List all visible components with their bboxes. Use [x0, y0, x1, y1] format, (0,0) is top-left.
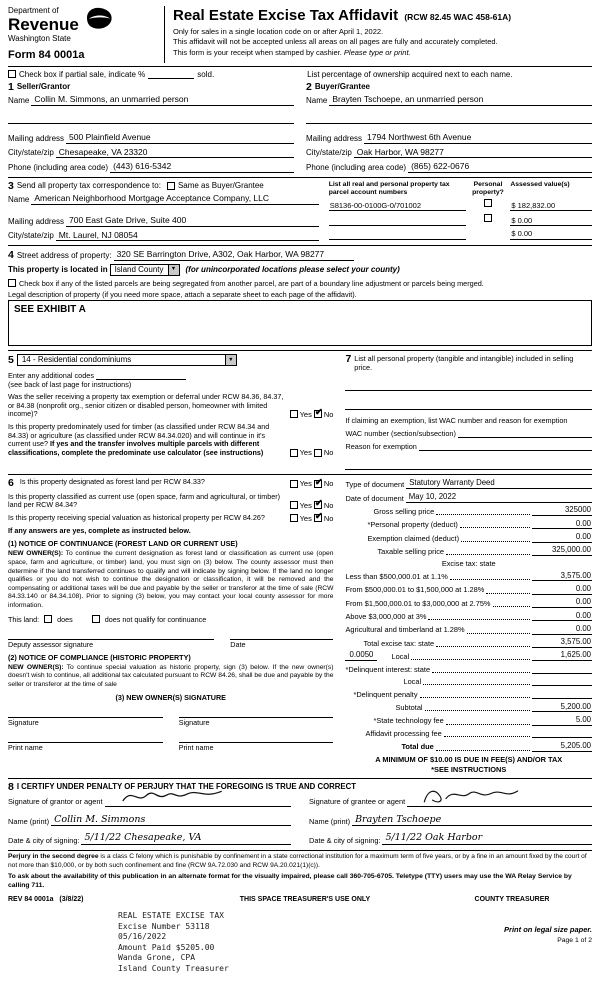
- excise-state-header: Excise tax: state: [441, 558, 496, 568]
- rcw-code-label: (RCW 82.45 WAC 458-61A): [404, 12, 512, 22]
- exemption-deduct-value[interactable]: 0.00: [532, 532, 592, 543]
- section8-number: 8: [8, 781, 14, 794]
- agricultural-row: Agricultural and timberland at 1.28% 0.00: [345, 623, 591, 635]
- send-correspondence-label: Send all property tax correspondence to:: [16, 181, 161, 190]
- segregated-checkbox[interactable]: [8, 279, 16, 287]
- buyer-name-label: Name: [306, 95, 328, 105]
- header-note-3: This form is your receipt when stamped by cashier. Please type or print.: [173, 47, 411, 57]
- deputy-date-line[interactable]: [230, 630, 333, 640]
- notice-compliance-title: (2) NOTICE OF COMPLIANCE (HISTORIC PROPERTY): [8, 652, 191, 662]
- land-does-not-checkbox[interactable]: [92, 615, 100, 623]
- personal-property-line-2[interactable]: [345, 400, 592, 410]
- deputy-assessor-label: Deputy assessor signature: [8, 639, 94, 649]
- tier1-value[interactable]: 3,575.00: [532, 571, 592, 582]
- header-divider: [164, 6, 165, 63]
- footer-row: [8, 896, 592, 905]
- section5-number: 5: [8, 353, 14, 366]
- new-owner-print-line-2[interactable]: [179, 733, 334, 743]
- section-buyer: [306, 82, 592, 173]
- section4-number: 4: [8, 249, 14, 262]
- additional-codes-label: Enter any additional codes: [8, 370, 94, 380]
- section6-number: 6: [8, 477, 14, 490]
- delinquent-local-value[interactable]: [532, 676, 592, 686]
- doc-type-label: Type of document: [345, 479, 405, 489]
- page-title: Real Estate Excise Tax Affidavit: [173, 7, 399, 24]
- total-due-value[interactable]: 5,205.00: [532, 741, 592, 752]
- parcel-header: List all real and personal property tax parcel account numbers: [328, 180, 450, 196]
- s5q2-no-checkbox[interactable]: [314, 449, 322, 457]
- section-personal-property: [345, 354, 592, 470]
- located-in-label: This property is located in: [8, 264, 108, 274]
- new-owner-signature-line-1[interactable]: [8, 708, 163, 718]
- grantor-date-field[interactable]: 5/11/22 Chesapeake, VA: [81, 832, 291, 845]
- new-owner-signature-line-2[interactable]: [179, 708, 334, 718]
- question-forest-land: 6 Is this property designated as forest land per RCW 84.33? Yes ✔ No: [8, 478, 333, 489]
- street-address-field[interactable]: 320 SE Barrington Drive, A302, Oak Harbor, WA 98277: [114, 249, 355, 261]
- buyer-phone-field[interactable]: (865) 622-0676: [408, 161, 592, 173]
- personal-property-list-label: List all personal property (tangible and intangible) included in selling price.: [354, 353, 574, 373]
- header-note-1: Only for sales in a single location code on or after April 1, 2022.: [173, 26, 384, 36]
- assessed-value-header: Assessed value(s): [510, 180, 570, 188]
- assessed-value-3[interactable]: $ 0.00: [510, 229, 592, 239]
- section2-number: 2: [306, 80, 312, 93]
- additional-codes-note: (see back of last page for instructions): [8, 379, 132, 389]
- tech-fee-row: *State technology fee 5.00: [373, 714, 591, 726]
- doc-type-field[interactable]: Statutory Warranty Deed: [406, 478, 592, 489]
- section-correspondence: [8, 177, 592, 241]
- ownership-percent-label: List percentage of ownership acquired next to each name.: [307, 69, 513, 79]
- s6q2-yes-checkbox[interactable]: [290, 501, 298, 509]
- seller-mail-field[interactable]: 500 Plainfield Avenue: [66, 132, 294, 144]
- county-value: Island County: [114, 264, 164, 274]
- header-note-2: This affidavit will not be accepted unless all areas on all pages are fully and accurately completed.: [173, 37, 498, 47]
- buyer-phone-label: Phone (including area code): [306, 162, 407, 172]
- partial-sold-label: sold.: [197, 69, 215, 79]
- doc-date-label: Date of document: [345, 493, 404, 503]
- seller-csz-label: City/state/zip: [8, 148, 54, 158]
- grantee-print-field[interactable]: Brayten Tschoepe: [352, 814, 592, 827]
- complete-below-note: If any answers are yes, complete as instructed below.: [8, 526, 191, 536]
- question-timber-agriculture: Is this property predominately used for timber (as classified under RCW 84.34 and 84.33) or agriculture (as classified under RCW 84.34.020) and will continue in it's current use? If yes and the transfer involves multiple parcels with different classifications, complete the predominate use calculator (see instructions) Yes No: [8, 422, 334, 458]
- corr-mail-label: Mailing address: [8, 216, 65, 226]
- parcel-number-1[interactable]: S8136-00-0100G-0/701002: [329, 201, 466, 211]
- parcel-row-3: [329, 229, 592, 239]
- grantee-signature-icon: [421, 786, 521, 806]
- gross-price-row: Gross selling price 325000: [373, 505, 591, 516]
- personal-property-header: Personal property?: [472, 180, 504, 196]
- tier1-row: Less than $500,000.01 at 1.1% 3,575.00: [345, 570, 591, 581]
- s5q1-no-checkbox[interactable]: [314, 410, 322, 418]
- same-as-buyer-label: Same as Buyer/Grantee: [177, 181, 264, 190]
- personal-property-line-1[interactable]: [345, 381, 592, 391]
- revenue-label: Revenue: [8, 15, 79, 34]
- tier2-row: From $500,000.01 to $1,500,000 at 1.28% 0.00: [345, 583, 591, 595]
- taxable-price-value[interactable]: 325,000.00: [532, 545, 592, 556]
- treasurer-space-label: THIS SPACE TREASURER'S USE ONLY: [239, 896, 371, 904]
- notice-continuance-title: (1) NOTICE OF CONTINUANCE (FOREST LAND OR CURRENT USE): [8, 539, 238, 549]
- section-property: [8, 245, 592, 346]
- grantor-signature-label: Signature of grantor or agent: [8, 797, 103, 807]
- grantee-print-label: Name (print): [309, 817, 351, 827]
- see-instructions-note: *SEE INSTRUCTIONS: [431, 764, 507, 774]
- notice-compliance-body: NEW OWNER(S): To continue special valuation as historic property, sign (3) below. If the new owner(s) doesn't wish to continue, all additional tax calculated pursuant to RCW 84.26, shall be due and payable by the seller or transferor at the time of sale: [8, 663, 334, 688]
- seller-name-extra-line[interactable]: [8, 114, 294, 124]
- total-due-row: Total due 5,205.00: [401, 740, 591, 752]
- buyer-mail-label: Mailing address: [306, 133, 363, 143]
- sections-5-7: [8, 350, 592, 470]
- section7-number: 7: [345, 352, 352, 365]
- parcel-number-3[interactable]: [329, 230, 466, 240]
- print-name-label-2: Print name: [178, 743, 214, 753]
- delinquent-interest-row: *Delinquent interest: state: [345, 664, 592, 674]
- seller-name-field[interactable]: Collin M. Simmons, an unmarried person: [31, 94, 294, 106]
- corr-csz-field[interactable]: Mt. Laurel, NJ 08054: [56, 230, 319, 242]
- section-certification: [8, 778, 592, 845]
- grantor-print-label: Name (print): [8, 817, 50, 827]
- buyer-csz-label: City/state/zip: [306, 148, 352, 158]
- reason-exemption-line-2[interactable]: [345, 460, 592, 470]
- delinquent-local-row: Local: [345, 676, 592, 686]
- grantor-date-label: Date & city of signing:: [8, 836, 80, 846]
- personal-property-deduct-row: *Personal property (deduct) 0.00: [367, 518, 591, 530]
- agency-block: [8, 6, 156, 63]
- buyer-name-field[interactable]: Brayten Tschoepe, an unmarried person: [329, 94, 592, 106]
- washington-state-label: Washington State: [8, 34, 71, 43]
- buyer-name-extra-line[interactable]: [306, 114, 592, 124]
- minimum-due-note: A MINIMUM OF $10.00 IS DUE IN FEE(S) AND/OR TAX: [375, 754, 563, 764]
- corr-name-field[interactable]: American Neighborhood Mortgage Acceptance Company, LLC: [31, 193, 318, 205]
- grantee-date-label: Date & city of signing:: [309, 836, 381, 846]
- subtotal-value[interactable]: 5,200.00: [532, 702, 592, 713]
- section-property-class: [8, 354, 333, 470]
- county-dropdown[interactable]: [110, 264, 180, 276]
- wac-number-field[interactable]: [458, 428, 592, 438]
- tax-computation: [345, 478, 592, 774]
- seller-csz-field[interactable]: Chesapeake, VA 23320: [56, 147, 294, 159]
- partial-sale-label: Check box if partial sale, indicate %: [19, 69, 146, 79]
- tier3-value[interactable]: 0.00: [532, 597, 592, 608]
- perjury-statement: Perjury in the second degree is a class C felony which is punishable by confinement in a state correctional institution for a maximum term of five years, or by a fine in an amount fixed by the court of not more than $10,000, or by both such confinement and fine (RCW 9A.72.030 and RCW 9A.20.021(1)(c)).: [8, 850, 592, 870]
- assessed-value-2[interactable]: $ 0.00: [510, 216, 592, 226]
- assessed-value-1[interactable]: $ 182,832.00: [510, 201, 592, 211]
- buyer-mail-field[interactable]: 1794 Northwest 6th Avenue: [364, 132, 592, 144]
- tier4-value[interactable]: 0.00: [532, 611, 592, 622]
- street-address-label: Street address of property:: [16, 250, 112, 260]
- question-exemption-deferral: Was the seller receiving a property tax exemption or deferral under RCW 84.36, 84.37, or 84.38 (nonprofit org., senior citizen or disabled person, homeowner with limited income)? Yes ✔ No: [8, 393, 333, 419]
- reason-exemption-label: Reason for exemption: [345, 442, 417, 452]
- parties-section: [8, 82, 592, 173]
- corr-mail-field[interactable]: 700 East Gate Drive, Suite 400: [66, 215, 319, 227]
- local-rate-value[interactable]: 0.0050: [345, 650, 377, 661]
- sections-6-tax: [8, 474, 592, 774]
- delinquent-penalty-value[interactable]: [532, 689, 592, 699]
- seller-phone-field[interactable]: (443) 616-5342: [110, 161, 294, 173]
- additional-codes-field[interactable]: [96, 370, 186, 380]
- seller-name-label: Name: [8, 95, 30, 105]
- revenue-logo-icon: [84, 6, 114, 30]
- property-class-dropdown[interactable]: [17, 354, 237, 366]
- partial-percent-input[interactable]: [148, 70, 194, 79]
- signature-label-1: Signature: [8, 718, 39, 728]
- section-land-designation: [8, 478, 333, 774]
- legal-description-label: Legal description of property (if you need more space, attach a separate sheet to each page of the affidavit).: [8, 289, 357, 299]
- certify-statement: I CERTIFY UNDER PENALTY OF PERJURY THAT THE FOREGOING IS TRUE AND CORRECT: [16, 782, 357, 792]
- parcel-table: [329, 181, 592, 241]
- subtotal-row: Subtotal 5,200.00: [395, 701, 591, 713]
- legal-size-note: Print on legal size paper.: [504, 925, 592, 935]
- parcel-row-2: [329, 214, 592, 226]
- wac-number-label: WAC number (section/subsection): [345, 429, 456, 439]
- tech-fee-value[interactable]: 5.00: [532, 715, 592, 726]
- gross-price-value[interactable]: 325000: [532, 505, 592, 516]
- grantor-print-field[interactable]: Collin M. Simmons: [51, 814, 291, 827]
- agricultural-value[interactable]: 0.00: [532, 624, 592, 635]
- alternate-format-note: To ask about the availability of this publication in an alternate format for the visually impaired, please call 360-705-6705. Teletype (TTY) users may use the WA Relay Service by calling 711.: [8, 873, 572, 889]
- taxable-price-row: Taxable selling price 325,000.00: [377, 545, 591, 556]
- delinquent-penalty-row: *Delinquent penalty: [345, 689, 592, 699]
- local-tax-value[interactable]: 1,625.00: [532, 650, 592, 661]
- s6q1-yes-checkbox[interactable]: [290, 480, 298, 488]
- s6q3-no-checkbox[interactable]: [314, 514, 322, 522]
- dept-of-label: Department of: [8, 6, 59, 15]
- signature-label-2: Signature: [178, 718, 210, 728]
- new-owner-print-line-1[interactable]: [8, 733, 163, 743]
- print-name-label-1: Print name: [8, 743, 43, 753]
- land-does-checkbox[interactable]: [44, 615, 52, 623]
- seller-phone-label: Phone (including area code): [8, 162, 109, 172]
- partial-sale-checkbox[interactable]: [8, 70, 16, 78]
- same-as-buyer-checkbox[interactable]: [167, 182, 175, 190]
- buyer-title: Buyer/Grantee: [314, 82, 370, 91]
- property-class-value: 14 - Residential condominiums: [21, 354, 132, 364]
- question-current-use: Is this property classified as current use (open space, farm and agricultural, or timber) land per RCW 84.34? Yes ✔ No: [8, 493, 333, 510]
- parcel-row-1: [329, 199, 592, 211]
- section-seller: [8, 82, 294, 173]
- notice-continuance-body: NEW OWNER(S): To continue the current designation as forest land or classification as current use (open space, farm and agriculture, or timber) land, you must sign on (3) below. The county assessor must then determine if the land transferred continues to qualify and will indicate by signing below. If the land no longer qualifies or you do not wish to continue the designation or classification, it will be removed and the compensating or additional taxes will be due and payable by the seller or transferor at the time of sale (RCW 84.33.140 or 84.34.108). Prior to signing (3) below, you may contact your local county assessor for more information.: [8, 550, 334, 609]
- rev-number: REV 84 0001a (3/8/22): [8, 896, 84, 904]
- new-owners-signature-title: (3) NEW OWNER(S) SIGNATURE: [115, 693, 226, 703]
- legal-description-box[interactable]: [8, 300, 592, 346]
- county-treasurer-label: COUNTY TREASURER: [474, 896, 550, 904]
- deputy-assessor-signature-line[interactable]: [8, 630, 214, 640]
- land-qualify-row: This land: does does not qualify for continuance: [8, 614, 207, 624]
- personal-property-checkbox-1[interactable]: [484, 199, 492, 207]
- s5q1-yes-checkbox[interactable]: [290, 410, 298, 418]
- doc-date-field[interactable]: May 10, 2022: [406, 492, 592, 503]
- question-historic-property: Is this property receiving special valuation as historical property per RCW 84.26? Yes ✔ No: [8, 514, 333, 523]
- exemption-deduct-row: Exemption claimed (deduct) 0.00: [367, 532, 591, 543]
- reason-exemption-field[interactable]: [419, 441, 592, 451]
- s5q2-yes-checkbox[interactable]: [290, 449, 298, 457]
- grantor-signature-field[interactable]: [105, 797, 292, 807]
- tier4-row: Above $3,000,000 at 3% 0.00: [345, 610, 591, 621]
- exemption-claim-label: If claiming an exemption, list WAC number and reason for exemption: [345, 416, 568, 426]
- s6q2-no-checkbox[interactable]: [314, 501, 322, 509]
- seller-title: Seller/Grantor: [16, 82, 71, 91]
- partial-sale-row: [8, 70, 592, 80]
- tier3-row: From $1,500,000.01 to $3,000,000 at 2.75% 0.00: [345, 597, 591, 608]
- personal-property-deduct-value[interactable]: 0.00: [532, 519, 592, 530]
- corr-name-label: Name: [8, 194, 30, 204]
- seller-mail-label: Mailing address: [8, 133, 65, 143]
- county-dropdown-arrow-icon[interactable]: [168, 265, 179, 275]
- county-note: (for unincorporated locations please select your county): [185, 264, 400, 274]
- bottom-area: [8, 911, 592, 974]
- grantee-date-field[interactable]: 5/11/22 Oak Harbor: [382, 832, 592, 845]
- s6q1-no-checkbox[interactable]: [314, 480, 322, 488]
- grantor-signature-icon: [119, 786, 229, 806]
- total-state-value[interactable]: 3,575.00: [532, 637, 592, 648]
- delinquent-interest-value[interactable]: [532, 664, 592, 674]
- total-state-row: Total excise tax: state 3,575.00: [363, 637, 591, 648]
- tier2-value[interactable]: 0.00: [532, 584, 592, 595]
- local-rate-row: 0.0050 Local 1,625.00: [345, 650, 592, 661]
- grantee-signature-label: Signature of grantee or agent: [309, 797, 406, 807]
- grantee-signature-field[interactable]: [407, 797, 592, 807]
- personal-property-checkbox-2[interactable]: [484, 214, 492, 222]
- affidavit-fee-value[interactable]: [532, 728, 592, 738]
- legal-description-text: SEE EXHIBIT A: [14, 303, 86, 315]
- buyer-csz-field[interactable]: Oak Harbor, WA 98277: [354, 147, 592, 159]
- section3-number: 3: [8, 179, 14, 192]
- parcel-number-2[interactable]: [329, 216, 466, 226]
- page-indicator: Page 1 of 2: [557, 936, 592, 944]
- form-header: [8, 6, 592, 67]
- s6q3-yes-checkbox[interactable]: [290, 514, 298, 522]
- corr-csz-label: City/state/zip: [8, 231, 54, 241]
- section1-number: 1: [8, 80, 14, 93]
- treasurer-stamp: REAL ESTATE EXCISE TAX Excise Number 53118 05/16/2022 Amount Paid $5205.00 Wanda Grone, CPA Island County Treasurer: [118, 911, 229, 973]
- segregated-label: Check box if any of the listed parcels are being segregated from another parcel, are part of a boundary line adjustment or parcels being merged.: [19, 278, 484, 288]
- deputy-date-label: Date: [230, 639, 246, 649]
- affidavit-fee-row: Affidavit processing fee: [345, 728, 592, 738]
- form-number: Form 84 0001a: [8, 49, 85, 61]
- property-class-dropdown-arrow-icon[interactable]: [225, 355, 236, 365]
